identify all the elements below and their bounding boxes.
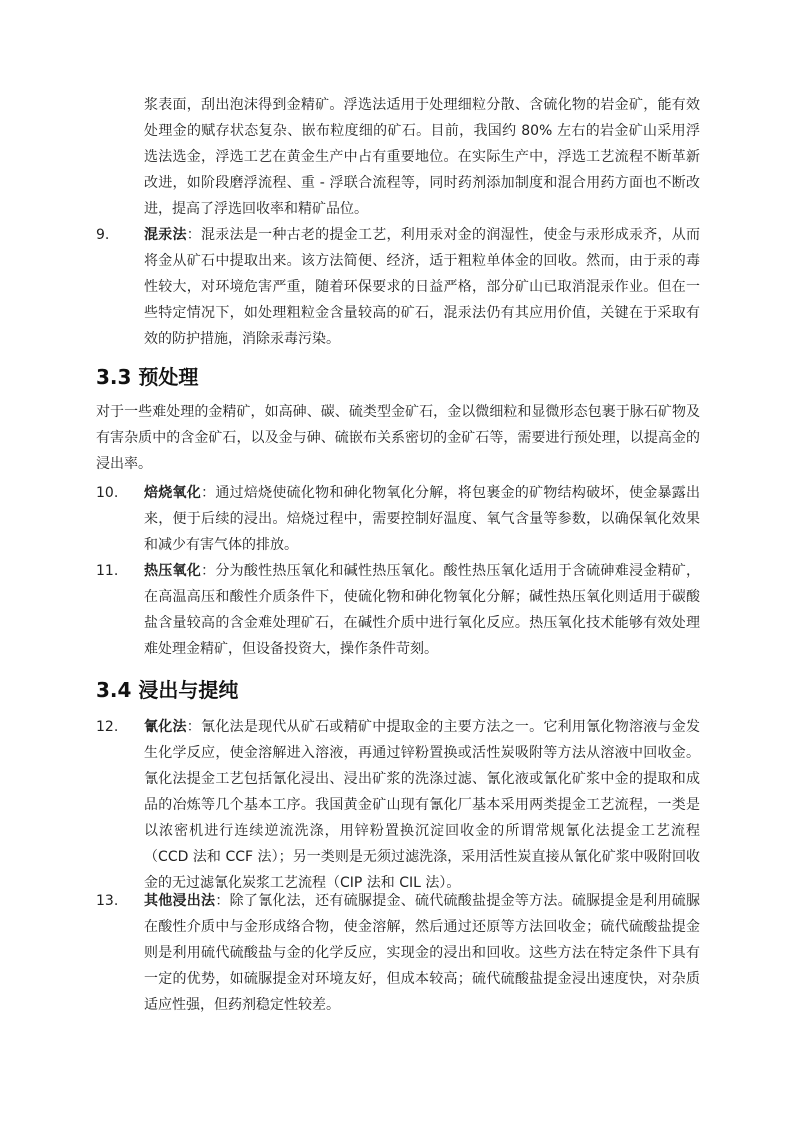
list-item-term: 其他浸出法 [144, 893, 216, 909]
list-item-text: ：通过焙烧使硫化物和砷化物氧化分解，将包裹金的矿物结构破坏，使金暴露出来，便于后续的浸出。焙烧过程中，需要控制好温度、氧气含量等参数，以确保氧化效果和减少有害气体的排放。 [144, 485, 701, 553]
list-number: 11. [96, 563, 119, 579]
list-item-body [144, 888, 700, 1018]
list-number: 9. [96, 227, 110, 243]
list-number: 10. [96, 485, 119, 501]
list-item-text: ：除了氰化法，还有硫脲提金、硫代硫酸盐提金等方法。硫脲提金是利用硫脲在酸性介质中与金形成络合物，使金溶解，然后通过还原等方法回收金；硫代硫酸盐提金则是利用硫代硫酸盐与金的化学反应，实现金的浸出和回收。这些方法在特定条件下具有一定的优势，如硫脲提金对环境友好，但成本较高；硫代硫酸盐提金浸出速度快，对杂质适应性强，但药剂稳定性较差。 [144, 893, 701, 1013]
pretreatment-intro-paragraph: 对于一些难处理的金精矿，如高砷、碳、硫类型金矿石，金以微细粒和显微形态包裹于脉石矿物及有害杂质中的含金矿石，以及金与砷、硫嵌布关系密切的金矿石等，需要进行预处理，以提高金的浸出率。 [96, 404, 700, 472]
list-number: 12. [96, 719, 119, 735]
list-item-body [144, 480, 700, 558]
list-item-text: ：分为酸性热压氧化和碱性热压氧化。酸性热压氧化适用于含硫砷难浸金精矿，在高温高压和酸性介质条件下，使硫化物和砷化物氧化分解；碱性热压氧化则适用于碳酸盐含量较高的含金难处理矿石，在碱性介质中进行氧化反应。热压氧化技术能够有效处理难处理金精矿，但设备投资大，操作条件苛刻。 [144, 563, 701, 657]
list-item-text: ：混汞法是一种古老的提金工艺，利用汞对金的润湿性，使金与汞形成汞齐，从而将金从矿石中提取出来。该方法简便、经济，适于粗粒单体金的回收。然而，由于汞的毒性较大，对环境危害严重，随着环保要求的日益严格，部分矿山已取消混汞作业。但在一些特定情况下，如处理粗粒金含量较高的矿石，混汞法仍有其应用价值，关键在于采取有效的防护措施，消除汞毒污染。 [144, 227, 701, 347]
list-item-term: 混汞法 [144, 227, 187, 243]
flotation-continuation-paragraph: 浆表面，刮出泡沫得到金精矿。浮选法适用于处理细粒分散、含硫化物的岩金矿，能有效处理金的赋存状态复杂、嵌布粒度细的矿石。目前，我国约 80% 左右的岩金矿山采用浮选法选金，浮选工艺在黄金生产中占有重要地位。在实际生产中，浮选工艺流程不断革新改进，如阶段磨浮流程、重 - 浮联合流程等，同时药剂添加制度和混合用药方面也不断改进，提高了浮选回收率和精矿品位。 [144, 97, 700, 217]
list-number: 13. [96, 893, 119, 909]
list-item-term: 热压氧化 [144, 563, 202, 579]
list-item-term: 氰化法 [144, 719, 187, 735]
list-item-text: ：氰化法是现代从矿石或精矿中提取金的主要方法之一。它利用氰化物溶液与金发生化学反应，使金溶解进入溶液，再通过锌粉置换或活性炭吸附等方法从溶液中回收金。氰化法提金工艺包括氰化浸出、浸出矿浆的洗涤过滤、氰化液或氰化矿浆中金的提取和成品的冶炼等几个基本工序。我国黄金矿山现有氰化厂基本采用两类提金工艺流程，一类是以浓密机进行连续逆流洗涤，用锌粉置换沉淀回收金的所谓常规氰化法提金工艺流程（CCD 法和 CCF 法）；另一类则是无须过滤洗涤，采用活性炭直接从氰化矿浆中吸附回收金的无过滤氰化炭浆工艺流程（CIP 法和 CIL 法）。 [144, 719, 701, 891]
section-heading-leaching: 3.4 浸出与提纯 [96, 678, 239, 702]
list-item-body [144, 558, 700, 662]
list-item-body [144, 222, 700, 352]
section-heading-pretreatment: 3.3 预处理 [96, 365, 199, 389]
list-item-body [144, 714, 700, 896]
list-item-term: 焙烧氧化 [144, 485, 202, 501]
